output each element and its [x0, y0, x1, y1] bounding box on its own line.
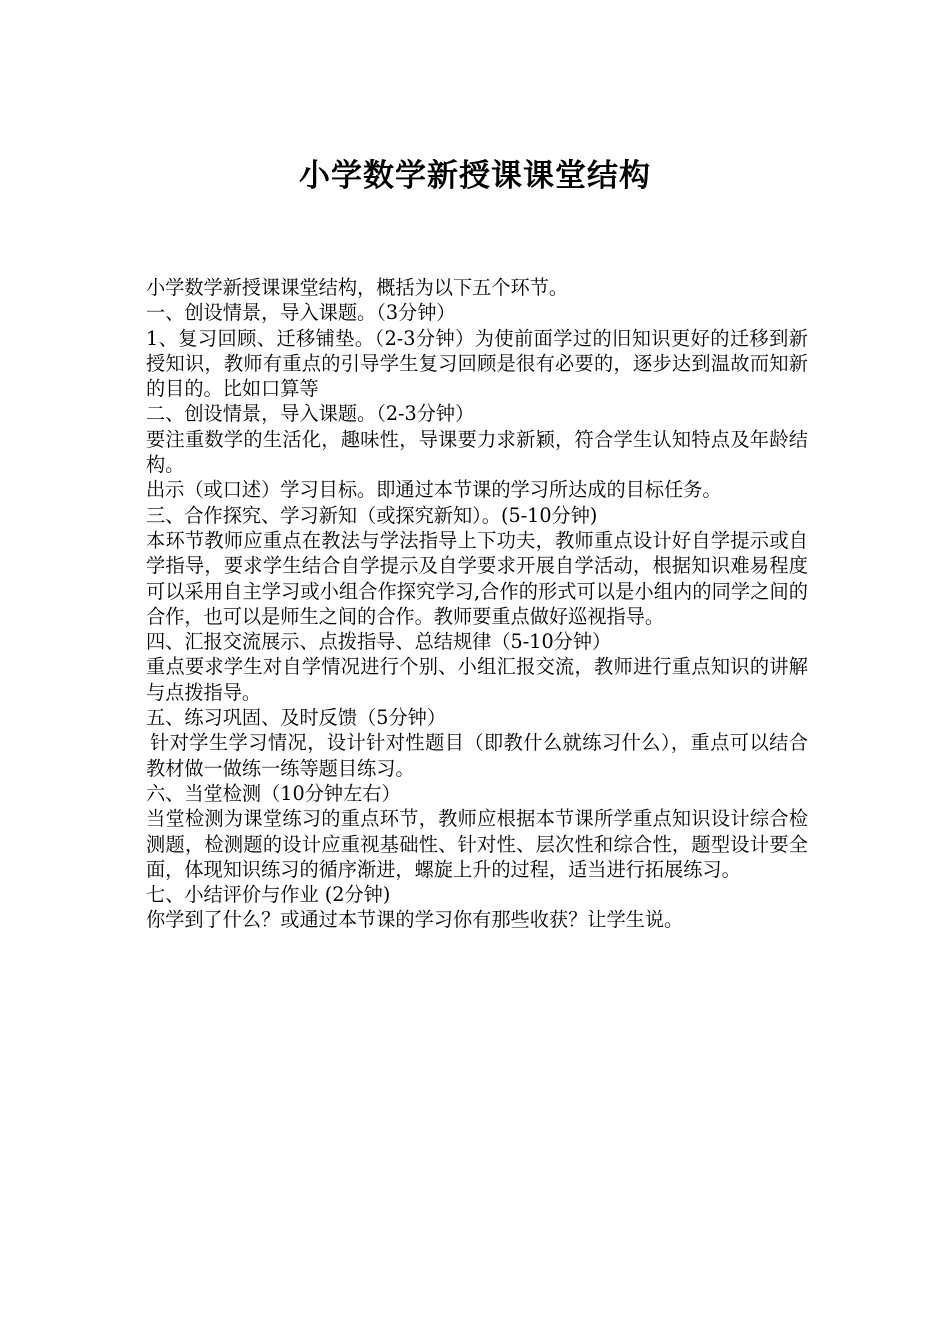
section-heading-5: 五、练习巩固、及时反馈（5分钟）	[146, 706, 447, 730]
section-paragraph: 本环节教师应重点在教法与学法指导上下功夫，教师重点设计好自学提示或自学指导，要求学生结合自学提示及自学要求开展自学活动，根据知识难易程度可以采用自主学习或小组合作探究学习,合作的形式可以是小组内的同学之间的合作，也可以是师生之间的合作。教师要重点做好巡视指导。	[146, 528, 808, 628]
section-heading-2: 二、创设情景，导入课题。（2-3分钟）	[146, 402, 475, 426]
section-heading-3: 三、合作探究、学习新知（或探究新知）。(5-10分钟)	[146, 503, 598, 527]
section-heading-4: 四、汇报交流展示、点拨指导、总结规律（5-10分钟）	[146, 630, 612, 654]
section-paragraph: 你学到了什么？或通过本节课的学习你有那些收获？让学生说。	[146, 908, 684, 932]
section-paragraph: 出示（或口述）学习目标。即通过本节课的学习所达成的目标任务。	[146, 478, 722, 502]
section-paragraph: 针对学生学习情况，设计针对性题目（即教什么就练习什么），重点可以结合教材做一做练一练等题目练习。	[146, 731, 808, 780]
section-heading-1: 一、创设情景，导入课题。（3分钟）	[146, 301, 456, 325]
intro-paragraph: 小学数学新授课课堂结构，概括为以下五个环节。	[146, 276, 569, 299]
document-body	[146, 275, 808, 933]
section-paragraph: 当堂检测为课堂练习的重点环节，教师应根据本节课所学重点知识设计综合检测题，检测题的设计应重视基础性、针对性、层次性和综合性，题型设计要全面，体现知识练习的循序渐进，螺旋上升的过程，适当进行拓展练习。	[146, 807, 808, 881]
section-paragraph: 要注重数学的生活化，趣味性，导课要力求新颖，符合学生认知特点及年龄结构。	[146, 427, 808, 477]
section-heading-6: 六、当堂检测（10分钟左右）	[146, 781, 401, 805]
section-paragraph: 1、复习回顾、迁移铺垫。（2-3分钟）为使前面学过的旧知识更好的迁移到新授知识，教师有重点的引导学生复习回顾是很有必要的，逐步达到温故而知新的目的。比如口算等	[146, 326, 808, 401]
section-paragraph: 重点要求学生对自学情况进行个别、小组汇报交流，教师进行重点知识的讲解与点拨指导。	[146, 655, 808, 704]
section-heading-7: 七、小结评价与作业 (2分钟)	[146, 883, 391, 907]
document-title: 小学数学新授课课堂结构	[299, 158, 651, 194]
